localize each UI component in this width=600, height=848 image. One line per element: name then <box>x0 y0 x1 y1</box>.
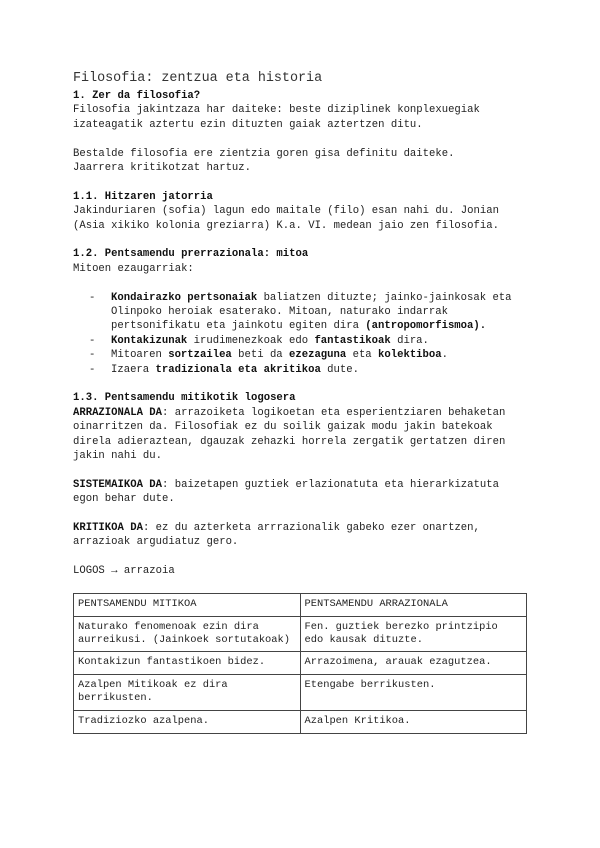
paragraph <box>73 521 533 550</box>
text: : ez du azterketa arrrazionalik gabeko ezer onartzen, <box>142 522 480 535</box>
bold-text: kolektiboa <box>378 349 442 362</box>
text: irudimenezkoak edo <box>187 334 315 347</box>
table-header-row <box>74 594 527 617</box>
list-item <box>89 348 533 362</box>
table-cell: Tradiziozko azalpena. <box>74 710 301 733</box>
bold-text: SISTEMAIKOA DA <box>73 478 163 491</box>
bold-text: (antropomorfismoa). <box>365 320 487 333</box>
list-item <box>89 363 533 377</box>
text-line: Filosofia jakintzaza har daiteke: beste diziplinek konplexuegiak <box>73 104 480 117</box>
text: dute. <box>320 363 359 376</box>
text-line: direla adieraztean, dgauzak zehazki horrela zergatik gertatzen diren <box>73 435 506 448</box>
text: Izaera <box>111 363 156 376</box>
table-cell: Naturako fenomenoak ezin dira aurreikusi. (Jainkoek sortutakoak) <box>74 616 301 652</box>
bold-text: sortzailea <box>168 349 232 362</box>
comparison-table <box>73 593 527 734</box>
text-line: izateagatik aztertu ezin dituzten gaiak aztertzen ditu. <box>73 118 423 131</box>
section-heading: 1.2. Pentsamendu prerrazionala: mitoa <box>73 248 309 261</box>
table-header-cell: PENTSAMENDU MITIKOA <box>74 594 301 617</box>
bold-text: ARRAZIONALA DA <box>73 406 163 419</box>
bold-text: tradizionala eta akritikoa <box>155 363 321 376</box>
bold-text: fantastikoak <box>314 334 391 347</box>
document-title: Filosofia: zentzua eta historia <box>73 71 323 86</box>
paragraph <box>73 103 533 132</box>
text: : arrazoiketa logikoetan eta esperientziaren behaketan <box>162 406 506 419</box>
text: dira. <box>390 334 429 347</box>
bold-text: KRITIKOA DA <box>73 522 143 535</box>
dash-bullet: - <box>89 334 96 347</box>
table-cell: Etengabe berrikusten. <box>300 675 527 711</box>
bullet-list <box>73 291 533 377</box>
section-heading: 1.3. Pentsamendu mitikotik logosera <box>73 392 296 405</box>
text-line: Jaarrera kritikotzat hartuz. <box>73 162 252 175</box>
dash-bullet: - <box>89 291 96 304</box>
table-cell: Azalpen Mitikoak ez dira berrikusten. <box>74 675 301 711</box>
logos-line: LOGOS → arrazoia <box>73 565 175 578</box>
table-row <box>74 675 527 711</box>
table-row <box>74 616 527 652</box>
section-heading: 1.1. Hitzaren jatorria <box>73 190 213 203</box>
text: Mitoaren <box>111 349 169 362</box>
text-line: (Asia xikiko kolonia greziarra) K.a. VI. medean jaio zen filosofia. <box>73 219 499 232</box>
text-line: arrazioak argudiatuz gero. <box>73 536 239 549</box>
list-item <box>89 334 533 348</box>
table-cell: Kontakizun fantastikoen bidez. <box>74 652 301 675</box>
text: . <box>441 349 448 362</box>
dash-bullet: - <box>89 349 96 362</box>
paragraph <box>73 204 533 233</box>
text-line: oinarritzen da. Filosofiak ez du soilik gaizak modu jakin batekoak <box>73 421 493 434</box>
bold-text: Kontakizunak <box>111 334 188 347</box>
table-row <box>74 652 527 675</box>
text: pertsonifikatu eta jainkotu egiten dira <box>111 320 366 333</box>
text: eta <box>346 349 379 362</box>
text-line: jakin nahi du. <box>73 450 163 463</box>
paragraph: Mitoen ezaugarriak: <box>73 262 194 275</box>
table-header-cell: PENTSAMENDU ARRAZIONALA <box>300 594 527 617</box>
table-cell: Arrazoimena, arauak ezagutzea. <box>300 652 527 675</box>
section-heading: 1. Zer da filosofia? <box>73 90 201 102</box>
paragraph <box>73 147 533 176</box>
paragraph <box>73 478 533 507</box>
bold-text: ezezaguna <box>289 349 347 362</box>
text: baliatzen dituzte; jainko-jainkosak eta <box>257 291 512 304</box>
table-cell: Azalpen Kritikoa. <box>300 710 527 733</box>
text-line: Jakinduriaren (sofia) lagun edo maitale (filo) esan nahi du. Jonian <box>73 205 499 218</box>
text-line: Bestalde filosofia ere zientzia goren gisa definitu daiteke. <box>73 147 455 160</box>
text: : baizetapen guztiek erlazionatuta eta hierarkizatuta <box>162 478 499 491</box>
document-page <box>73 70 533 734</box>
text-line: egon behar dute. <box>73 493 175 506</box>
table-cell: Fen. guztiek berezko printzipio edo kausak dituzte. <box>300 616 527 652</box>
table-row <box>74 710 527 733</box>
list-item <box>89 291 533 334</box>
paragraph <box>73 406 533 464</box>
text: Olinpoko heroiak esaterako. Mitoan, naturako indarrak <box>111 306 448 319</box>
text: beti da <box>231 349 290 362</box>
bold-text: Kondairazko pertsonaiak <box>111 291 258 304</box>
dash-bullet: - <box>89 363 96 376</box>
